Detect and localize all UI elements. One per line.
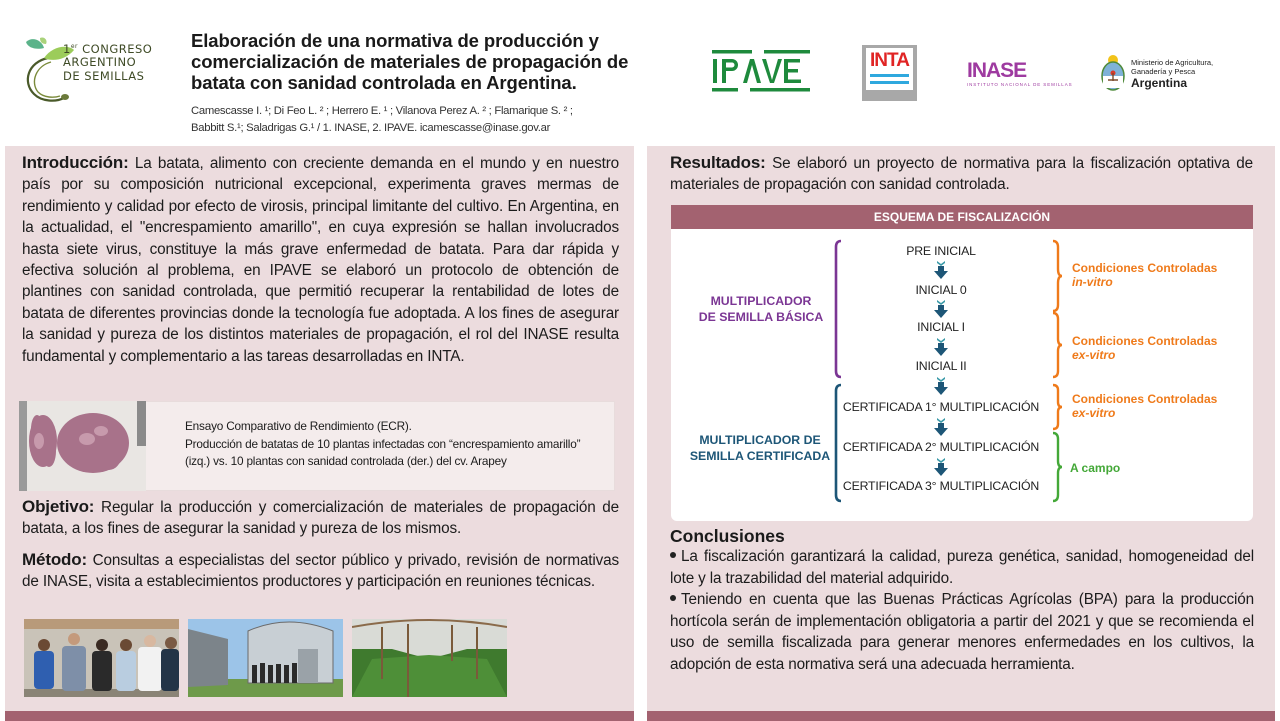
greenhouse-crop-photo [352, 619, 507, 697]
inase-logo-text: INASE [967, 59, 1027, 82]
resultados-heading: Resultados: [670, 153, 766, 172]
down-arrow-icon [933, 300, 949, 318]
group-label-certificada [685, 432, 835, 464]
ipave-logo [712, 48, 810, 94]
down-arrow-icon [933, 418, 949, 436]
ecr-caption-line-1: Ensayo Comparativo de Rendimiento (ECR). [185, 419, 412, 433]
ministerio-line-1: Ministerio de Agricultura, [1131, 58, 1214, 67]
team-photo-image-icon [24, 619, 179, 697]
bullet-icon [670, 552, 676, 558]
conclusion-item [670, 546, 1254, 589]
greenhouse-visit-photo [188, 619, 343, 697]
authors [191, 103, 641, 136]
brace-ex-vitro-certified-icon [1051, 383, 1063, 431]
congreso-line1: CONGRESO [82, 41, 153, 56]
conclusion-text: Teniendo en cuenta que las Buenas Prácticas Agrícolas (BPA) para la producción hortícola serán de implementación obligatoria a partir del 2021 y que se recomienda el uso de semilla fiscalizada para generar menores enfermedades en los cultivos, la adopción de esta normativa será una adecuada herramienta. [670, 591, 1254, 673]
condition-ex-vitro [1072, 334, 1217, 362]
ipave-logo-icon [712, 48, 810, 94]
bullet-icon [670, 595, 676, 601]
condition-subtitle: ex-vitro [1072, 406, 1116, 420]
ministerio-country: Argentina [1131, 76, 1188, 90]
scheme-step: INICIAL I [917, 320, 965, 334]
bracket-certificada-icon [833, 383, 843, 503]
intro-text: La batata, alimento con creciente demanda en el mundo y en nuestro país por su composición nutricional excepcional, experimenta graves mermas de rendimiento y calidad por efecto de virosis, principal limitante del cultivo. En Argentina, en la actualidad, el "encrespamiento amarillo", en cuya expresión se hallan involucrados hasta siete virus, constituye la más grave enfermedad de batata. Para dar rápida y efectiva solución al problema, en IPAVE se elaboró un protocolo de obtención de plantines con sanidad controlada, que permitió recuperar la rentabilidad de lotes de batata de diferentes provincias donde la tecnología fue adoptada. A los fines de asegurar la sanidad y pureza de los distintos materiales de propagación, el rol del INASE resulta fundamental y complementario a las tareas desarrolladas en INTA. [22, 155, 619, 365]
congreso-logo-text [63, 40, 152, 83]
scheme-step: CERTIFICADA 1° MULTIPLICACIÓN [842, 400, 1040, 414]
metodo-text: Consultas a especialistas del sector público y privado, revisión de normativas de INASE, visita a establecimientos productores y participación en reuniones técnicas. [22, 552, 619, 591]
brace-ex-vitro-icon [1051, 311, 1063, 379]
sweet-potato-image-icon [19, 401, 146, 491]
condition-title: Condiciones Controladas [1072, 392, 1218, 406]
congreso-line2: ARGENTINO [63, 55, 137, 70]
poster-title: Elaboración de una normativa de producción y comercialización de materiales de propagación de batata con sanidad controlada en Argentina. [191, 30, 629, 93]
group-label-line: MULTIPLICADOR DE [699, 433, 821, 447]
inta-stripe [870, 81, 909, 84]
greenhouse-exterior-image-icon [188, 619, 343, 697]
objetivo-heading: Objetivo: [22, 497, 95, 516]
condition-title: Condiciones Controladas [1072, 261, 1218, 275]
scheme-step: INICIAL 0 [915, 283, 967, 297]
inase-logo-subtitle: INSTITUTO NACIONAL DE SEMILLAS [967, 82, 1073, 87]
objetivo-section [22, 496, 619, 540]
ministerio-line-2: Ganadería y Pesca [1131, 67, 1196, 76]
greenhouse-interior-image-icon [352, 619, 507, 697]
resultados-text: Se elaboró un proyecto de normativa para la fiscalización optativa de materiales de propagación con sanidad controlada. [670, 155, 1253, 194]
fiscalization-scheme [671, 205, 1253, 521]
resultados-section [670, 152, 1253, 196]
intro-section [22, 152, 619, 367]
group-label-basica [691, 293, 831, 325]
left-panel-footer-bar [5, 711, 634, 721]
ecr-caption-line-3: (izq.) vs. 10 plantas con sanidad controlada (der.) del cv. Arapey [185, 454, 507, 468]
condition-a-campo: A campo [1070, 461, 1121, 475]
authors-line-1: Camescasse I. ¹; Di Feo L. ² ; Herrero E. ¹ ; Vilanova Perez A. ² ; Flamarique S. ² ; [191, 105, 573, 117]
team-photo [24, 619, 179, 697]
authors-line-2: Babbitt S.¹; Saladrigas G.¹ / 1. INASE, 2. IPAVE. icamescasse@inase.gov.ar [191, 121, 551, 134]
scheme-step: INICIAL II [915, 359, 967, 373]
ecr-caption [185, 418, 615, 471]
group-label-line: DE SEMILLA BÁSICA [698, 310, 824, 324]
inta-stripe [870, 74, 909, 77]
congreso-line3: DE SEMILLAS [63, 68, 145, 83]
conclusion-text: La fiscalización garantizará la calidad, pureza genética, sanidad, homogeneidad del lote y la trazabilidad del material adquirido. [670, 548, 1254, 587]
ecr-caption-line-2: Producción de batatas de 10 plantas infectadas con “encrespamiento amarillo” [185, 436, 581, 451]
down-arrow-icon [933, 261, 949, 279]
poster-header [0, 0, 1280, 144]
inase-logo [967, 60, 1077, 92]
conclusiones-heading: Conclusiones [670, 526, 785, 546]
scheme-title: ESQUEMA DE FISCALIZACIÓN [671, 205, 1253, 229]
intro-heading: Introducción: [22, 153, 129, 172]
inta-logo-text: INTA [870, 50, 909, 71]
objetivo-text: Regular la producción y comercialización de materiales de propagación de batata, a los fines de asegurar la sanidad y pureza de los mismos. [22, 499, 619, 538]
brace-in-vitro-icon [1051, 239, 1063, 313]
sweet-potato-photo [19, 401, 146, 491]
condition-subtitle: in-vitro [1072, 275, 1113, 289]
congreso-ordinal-sup: er [70, 43, 78, 50]
metodo-section [22, 549, 619, 593]
group-label-line: SEMILLA CERTIFICADA [689, 449, 831, 463]
scheme-step: CERTIFICADA 2° MULTIPLICACIÓN [842, 440, 1040, 454]
right-panel-footer-bar [647, 711, 1275, 721]
down-arrow-icon [933, 458, 949, 476]
metodo-heading: Método: [22, 550, 88, 569]
conclusiones-list [670, 546, 1254, 675]
condition-in-vitro [1072, 261, 1217, 289]
scheme-step: PRE INICIAL [906, 244, 976, 258]
ministerio-text [1131, 58, 1213, 90]
ministerio-logo [1100, 52, 1240, 94]
scheme-step: CERTIFICADA 3° MULTIPLICACIÓN [842, 479, 1040, 493]
congreso-ordinal: 1 [63, 41, 71, 56]
argentina-coat-of-arms-icon [1100, 54, 1126, 92]
brace-a-campo-icon [1051, 431, 1063, 503]
bracket-basica-icon [833, 239, 843, 379]
conclusion-item [670, 589, 1254, 675]
down-arrow-icon [933, 377, 949, 395]
condition-title: Condiciones Controladas [1072, 334, 1218, 348]
group-label-line: MULTIPLICADOR [710, 294, 812, 308]
down-arrow-icon [933, 338, 949, 356]
condition-subtitle: ex-vitro [1072, 348, 1116, 362]
inta-logo [862, 45, 917, 101]
condition-ex-vitro-certified [1072, 392, 1217, 420]
